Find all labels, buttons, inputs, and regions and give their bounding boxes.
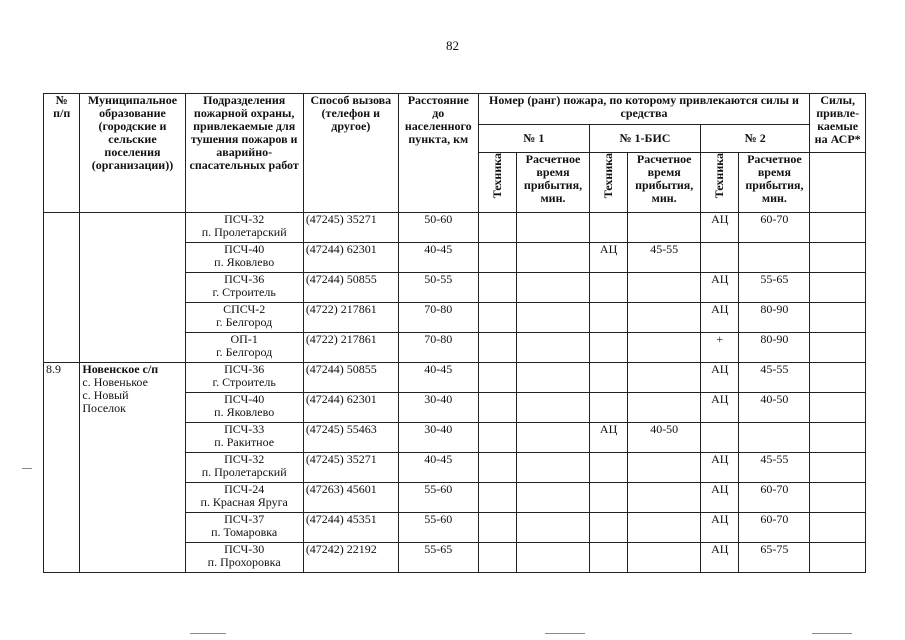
- unit-cell: [185, 333, 303, 363]
- distance-cell: 55-60: [398, 483, 478, 513]
- rank2-equipment-cell: АЦ: [701, 363, 739, 393]
- rank2-equipment-cell: АЦ: [701, 213, 739, 243]
- rank1bis-arrival-cell: 40-50: [628, 423, 701, 453]
- header-equipment-r2: Техника: [701, 153, 739, 213]
- asr-cell: [810, 363, 866, 393]
- rank1-arrival-cell: [517, 273, 590, 303]
- rank1bis-arrival-cell: [628, 333, 701, 363]
- page-edge-mark: [812, 633, 852, 634]
- distance-cell: 50-60: [398, 213, 478, 243]
- phone-cell: (47242) 22192: [303, 543, 398, 573]
- distance-cell: 70-80: [398, 333, 478, 363]
- unit-name: ПСЧ-32: [224, 212, 265, 226]
- unit-cell: [185, 273, 303, 303]
- rank1-equipment-cell: [478, 423, 516, 453]
- header-arrival-r1bis: Расчетное время прибытия, мин.: [628, 153, 701, 213]
- rank1bis-equipment-cell: [589, 273, 627, 303]
- unit-name: СПСЧ-2: [223, 302, 266, 316]
- rank1-arrival-cell: [517, 483, 590, 513]
- phone-cell: (47263) 45601: [303, 483, 398, 513]
- header-units: Подразделения пожарной охраны, привлекаемые для тушения пожаров и аварийно-спасательных работ: [185, 94, 303, 213]
- distance-cell: 70-80: [398, 303, 478, 333]
- table-row: [44, 213, 866, 243]
- phone-cell: (4722) 217861: [303, 333, 398, 363]
- rank1-equipment-cell: [478, 213, 516, 243]
- rank2-arrival-cell: 45-55: [739, 363, 810, 393]
- unit-cell: [185, 543, 303, 573]
- header-municipality: Муниципальное образование (городские и сельские поселения (организации)): [80, 94, 185, 213]
- rank1-arrival-cell: [517, 213, 590, 243]
- unit-name: ПСЧ-40: [224, 392, 265, 406]
- distance-cell: 40-45: [398, 453, 478, 483]
- header-rank-2: № 2: [701, 125, 810, 153]
- unit-name: ПСЧ-32: [224, 452, 265, 466]
- asr-cell: [810, 423, 866, 453]
- rank1bis-equipment-cell: [589, 213, 627, 243]
- rank1-equipment-cell: [478, 543, 516, 573]
- rank2-arrival-cell: 80-90: [739, 303, 810, 333]
- rank2-equipment-cell: +: [701, 333, 739, 363]
- rank1-equipment-cell: [478, 243, 516, 273]
- rank1-equipment-cell: [478, 303, 516, 333]
- unit-location: г. Строитель: [212, 285, 276, 299]
- rank1-arrival-cell: [517, 543, 590, 573]
- rank2-arrival-cell: 55-65: [739, 273, 810, 303]
- rank2-equipment-cell: [701, 243, 739, 273]
- asr-cell: [810, 543, 866, 573]
- header-rank-1: № 1: [478, 125, 589, 153]
- page-number: 82: [446, 38, 459, 53]
- phone-cell: (47244) 62301: [303, 393, 398, 423]
- rank2-arrival-cell: 40-50: [739, 393, 810, 423]
- municipality-line: с. Новенькое: [82, 375, 148, 389]
- rank2-arrival-cell: 80-90: [739, 333, 810, 363]
- rank1-equipment-cell: [478, 393, 516, 423]
- unit-location: п. Яковлево: [214, 255, 275, 269]
- rank1bis-arrival-cell: [628, 303, 701, 333]
- phone-cell: (47245) 55463: [303, 423, 398, 453]
- rank2-equipment-cell: АЦ: [701, 303, 739, 333]
- phone-cell: (47244) 50855: [303, 363, 398, 393]
- asr-cell: [810, 303, 866, 333]
- unit-location: г. Белгород: [216, 345, 273, 359]
- distance-cell: 40-45: [398, 243, 478, 273]
- phone-cell: (47244) 62301: [303, 243, 398, 273]
- unit-cell: [185, 393, 303, 423]
- unit-name: ПСЧ-37: [224, 512, 265, 526]
- rank1-arrival-cell: [517, 303, 590, 333]
- header-rank-group: Номер (ранг) пожара, по которому привлекаются силы и средства: [478, 94, 810, 125]
- distance-cell: 30-40: [398, 423, 478, 453]
- unit-name: ПСЧ-40: [224, 242, 265, 256]
- page-edge-mark: [190, 633, 226, 634]
- unit-location: п. Пролетарский: [201, 465, 287, 479]
- unit-name: ПСЧ-33: [224, 422, 265, 436]
- unit-cell: [185, 213, 303, 243]
- distance-cell: 55-65: [398, 543, 478, 573]
- unit-name: ПСЧ-36: [224, 362, 265, 376]
- unit-location: п. Яковлево: [214, 405, 275, 419]
- phone-cell: (47245) 35271: [303, 213, 398, 243]
- phone-cell: (4722) 217861: [303, 303, 398, 333]
- municipality-line: с. Новый: [82, 388, 129, 402]
- rank2-arrival-cell: 60-70: [739, 513, 810, 543]
- table-header: [44, 94, 866, 213]
- rank1-arrival-cell: [517, 333, 590, 363]
- rank1bis-equipment-cell: [589, 453, 627, 483]
- header-asr: Силы, привле-каемые на АСР*: [810, 94, 866, 153]
- asr-cell: [810, 453, 866, 483]
- rank2-equipment-cell: АЦ: [701, 453, 739, 483]
- rank2-arrival-cell: 65-75: [739, 543, 810, 573]
- rank1bis-arrival-cell: [628, 483, 701, 513]
- rank2-equipment-cell: АЦ: [701, 483, 739, 513]
- table-body: [44, 213, 866, 573]
- asr-cell: [810, 483, 866, 513]
- municipality-line: Поселок: [82, 401, 126, 415]
- rank1-arrival-cell: [517, 453, 590, 483]
- unit-location: п. Красная Яруга: [200, 495, 288, 509]
- rank1-equipment-cell: [478, 363, 516, 393]
- rank2-equipment-cell: АЦ: [701, 513, 739, 543]
- municipality-cell: [80, 363, 185, 573]
- rank1bis-equipment-cell: АЦ: [589, 243, 627, 273]
- header-distance: Расстояние до населенного пункта, км: [398, 94, 478, 213]
- rank1bis-equipment-cell: [589, 333, 627, 363]
- rank1bis-arrival-cell: [628, 543, 701, 573]
- asr-cell: [810, 333, 866, 363]
- rank2-arrival-cell: 60-70: [739, 483, 810, 513]
- asr-cell: [810, 393, 866, 423]
- rank1-equipment-cell: [478, 333, 516, 363]
- unit-cell: [185, 363, 303, 393]
- rank2-arrival-cell: 45-55: [739, 453, 810, 483]
- unit-location: п. Томаровка: [211, 525, 278, 539]
- distance-cell: 50-55: [398, 273, 478, 303]
- unit-cell: [185, 243, 303, 273]
- rank1bis-arrival-cell: [628, 393, 701, 423]
- header-rank-1bis: № 1-БИС: [589, 125, 700, 153]
- distance-cell: 55-60: [398, 513, 478, 543]
- rank2-equipment-cell: АЦ: [701, 393, 739, 423]
- unit-cell: [185, 453, 303, 483]
- asr-cell: [810, 273, 866, 303]
- unit-name: ОП-1: [230, 332, 258, 346]
- distance-cell: 30-40: [398, 393, 478, 423]
- rank2-arrival-cell: 60-70: [739, 213, 810, 243]
- row-number: 8.9: [44, 363, 80, 573]
- rank1bis-arrival-cell: [628, 273, 701, 303]
- phone-cell: (47244) 45351: [303, 513, 398, 543]
- asr-cell: [810, 513, 866, 543]
- rank1-equipment-cell: [478, 273, 516, 303]
- unit-cell: [185, 513, 303, 543]
- phone-cell: (47245) 35271: [303, 453, 398, 483]
- unit-cell: [185, 423, 303, 453]
- unit-location: п. Прохоровка: [207, 555, 281, 569]
- header-equipment-r1bis: Техника: [589, 153, 627, 213]
- header-num: № п/п: [44, 94, 80, 213]
- rank1-arrival-cell: [517, 363, 590, 393]
- header-arrival-r1: Расчетное время прибытия, мин.: [517, 153, 590, 213]
- rank1bis-arrival-cell: [628, 363, 701, 393]
- rank2-arrival-cell: [739, 423, 810, 453]
- rank1-equipment-cell: [478, 453, 516, 483]
- row-number: [44, 213, 80, 363]
- header-asr-empty: [810, 153, 866, 213]
- unit-name: ПСЧ-30: [224, 542, 265, 556]
- unit-cell: [185, 483, 303, 513]
- page-edge-mark: [545, 633, 585, 634]
- unit-location: г. Белгород: [216, 315, 273, 329]
- header-call-method: Способ вызова (телефон и другое): [303, 94, 398, 213]
- rank1bis-equipment-cell: [589, 543, 627, 573]
- rank1-arrival-cell: [517, 423, 590, 453]
- rank1bis-equipment-cell: [589, 393, 627, 423]
- page-edge-mark: [22, 468, 32, 469]
- distance-cell: 40-45: [398, 363, 478, 393]
- unit-location: п. Пролетарский: [201, 225, 287, 239]
- rank1-arrival-cell: [517, 393, 590, 423]
- rank2-equipment-cell: АЦ: [701, 273, 739, 303]
- municipality-cell: [80, 213, 185, 363]
- unit-name: ПСЧ-24: [224, 482, 265, 496]
- rank1-arrival-cell: [517, 243, 590, 273]
- phone-cell: (47244) 50855: [303, 273, 398, 303]
- rank1bis-equipment-cell: [589, 363, 627, 393]
- rank1-arrival-cell: [517, 513, 590, 543]
- asr-cell: [810, 213, 866, 243]
- rank1bis-equipment-cell: [589, 513, 627, 543]
- unit-cell: [185, 303, 303, 333]
- table-row: [44, 363, 866, 393]
- municipality-line: Новенское с/п: [82, 362, 159, 376]
- rank1bis-equipment-cell: АЦ: [589, 423, 627, 453]
- rank1bis-equipment-cell: [589, 483, 627, 513]
- unit-location: г. Строитель: [212, 375, 276, 389]
- rank1bis-arrival-cell: [628, 453, 701, 483]
- rank2-equipment-cell: АЦ: [701, 543, 739, 573]
- rank1bis-arrival-cell: 45-55: [628, 243, 701, 273]
- rank2-equipment-cell: [701, 423, 739, 453]
- rank1-equipment-cell: [478, 483, 516, 513]
- asr-cell: [810, 243, 866, 273]
- unit-location: п. Ракитное: [214, 435, 275, 449]
- unit-name: ПСЧ-36: [224, 272, 265, 286]
- rank1bis-arrival-cell: [628, 513, 701, 543]
- rank2-arrival-cell: [739, 243, 810, 273]
- header-arrival-r2: Расчетное время прибытия, мин.: [739, 153, 810, 213]
- rank1bis-arrival-cell: [628, 213, 701, 243]
- fire-forces-table: [43, 93, 866, 573]
- header-equipment-r1: Техника: [478, 153, 516, 213]
- rank1-equipment-cell: [478, 513, 516, 543]
- rank1bis-equipment-cell: [589, 303, 627, 333]
